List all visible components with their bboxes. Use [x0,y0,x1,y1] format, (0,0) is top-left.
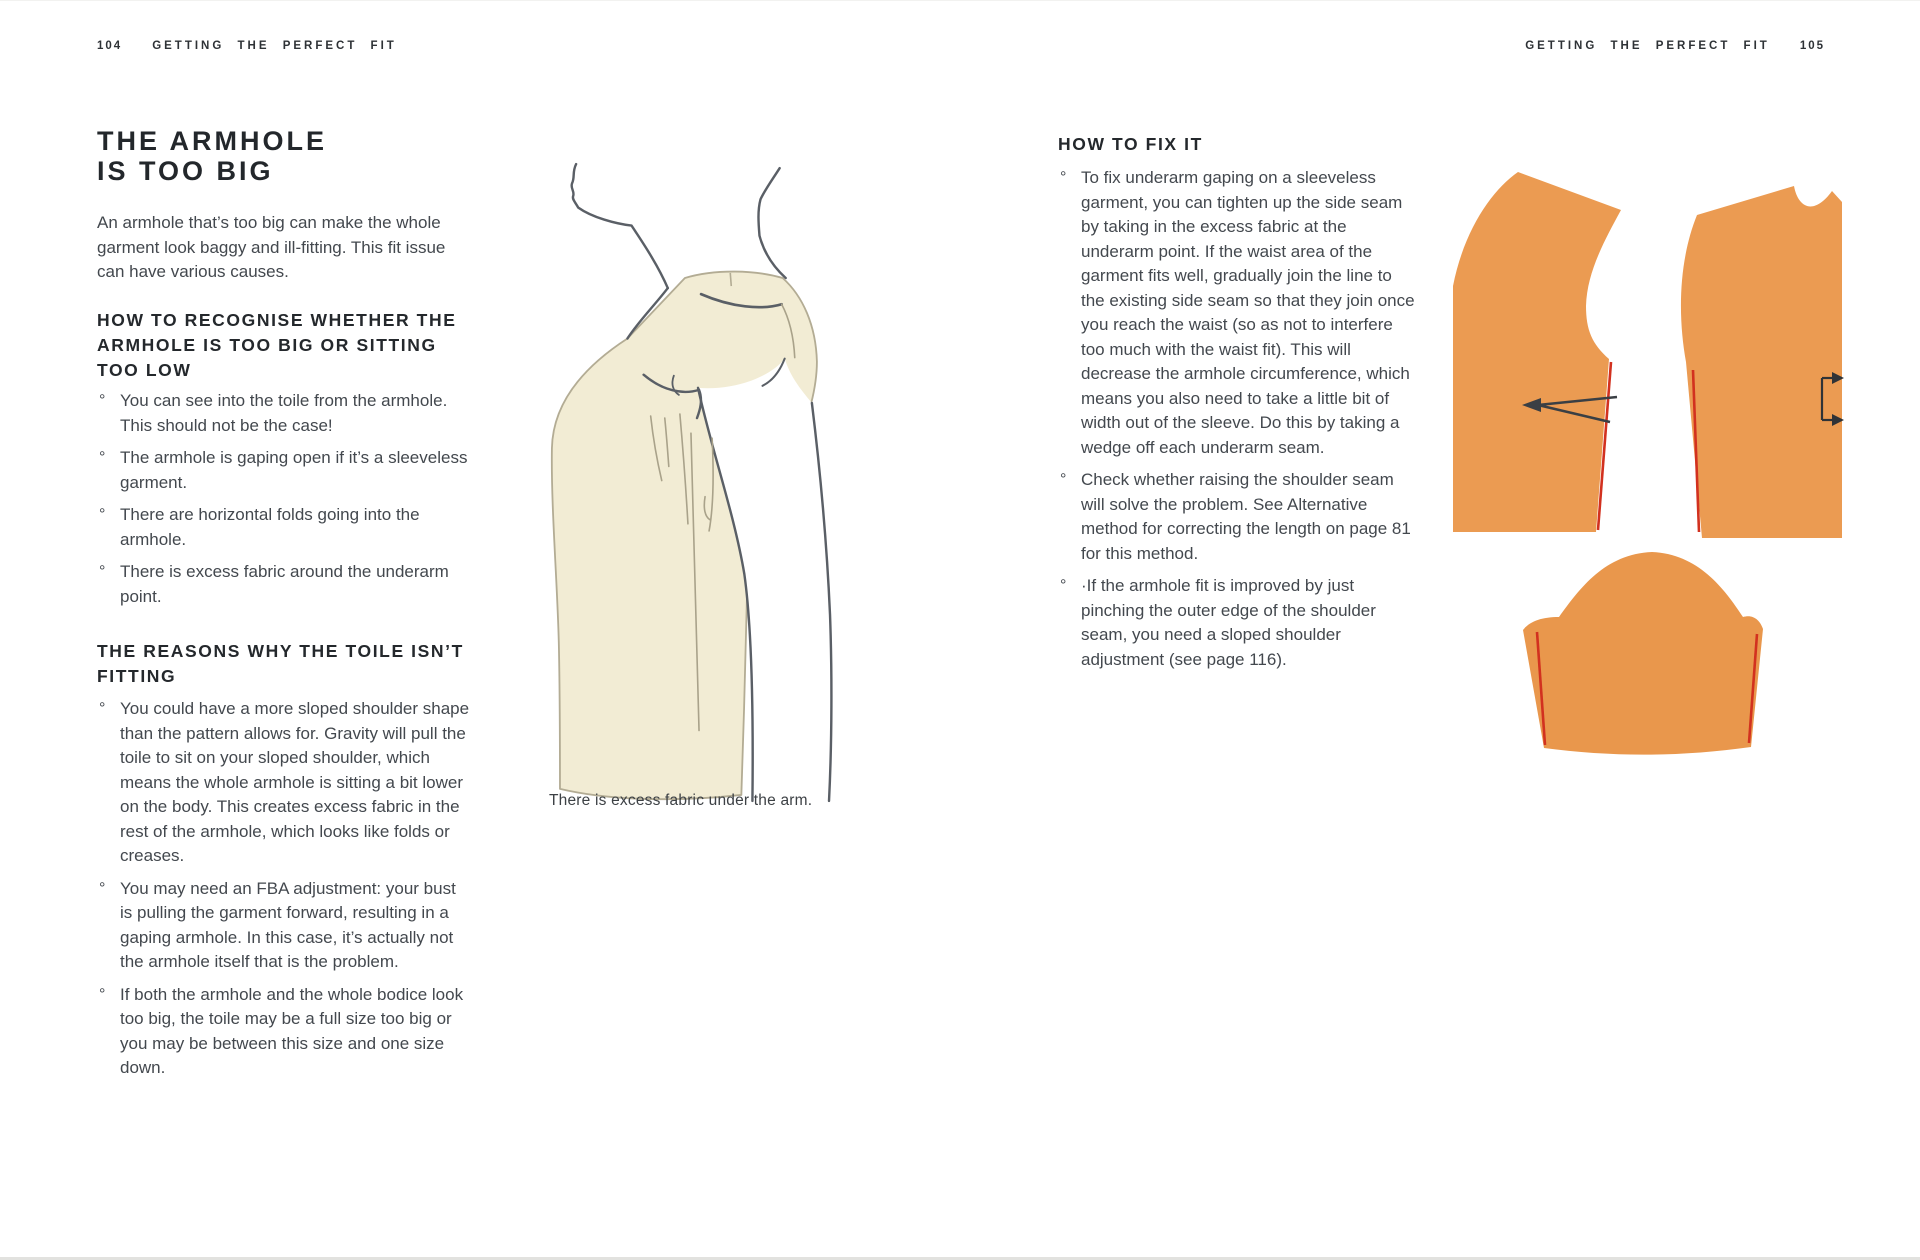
running-head-right [1525,40,1825,52]
page-number-left: 104 [97,40,123,52]
list-item: ° Check whether raising the shoulder seam will solve the problem. See Alternative method for correcting the length on page 81 for this method. [1060,470,1411,563]
bullet-marker: ° [99,563,106,580]
toile-figure-illustration [528,146,864,806]
running-head-left [97,40,397,52]
list-item: ° There is excess fabric around the underarm point. [99,562,449,606]
list-item: ° The armhole is gaping open if it’s a sleeveless garment. [99,448,468,492]
fix-section-heading: HOW TO FIX IT [1058,134,1203,154]
bullet-marker: ° [99,506,106,523]
bullet-marker: ° [99,700,106,717]
recognise-bullet-list [97,389,471,617]
bullet-marker: ° [99,392,106,409]
page-title [97,126,471,186]
bullet-marker: ° [99,449,106,466]
list-item: ° ·If the armhole fit is improved by just pinching the outer edge of the shoulder seam, you need a sloped shoulder adjustment (see page 116). [1060,576,1376,669]
reasons-bullet-list [97,697,471,1089]
bullet-marker: ° [99,879,106,897]
page-number-right: 105 [1799,40,1825,52]
list-item: ° To fix underarm gaping on a sleeveless garment, you can tighten up the side seam by taking in the excess fabric at the underarm point. If the waist area of the garment fits well, gradually join the line to the existing side seam so that they join once you reach the waist (so as not to interfere too much with the waist fit). This will decrease the armhole circumference, which means you also need to take a little bit of width out of the sleeve. Do this by taking a wedge off each underarm seam. [1060,168,1415,457]
sleeve-piece [1523,552,1763,755]
pattern-diagram [1440,158,1910,788]
list-item: ° If both the armhole and the whole bodice look too big, the toile may be a full size too big or you may be between this size and one size down. [99,984,464,1077]
back-bodice-piece [1453,172,1621,532]
bullet-marker: ° [1060,577,1067,594]
figure-caption: There is excess fabric under the arm. [549,792,813,809]
intro-paragraph: An armhole that’s too big can make the whole garment look baggy and ill-fitting. This fit issue can have various causes. [97,213,446,281]
page-title-line1: THE ARMHOLE [97,126,327,156]
bullet-marker: ° [99,985,106,1003]
front-bodice-piece [1681,186,1844,538]
list-item: ° You can see into the toile from the armhole. This should not be the case! [99,391,448,435]
running-head-left-title: GETTING THE PERFECT FIT [152,40,397,52]
reasons-section-heading: THE REASONS WHY THE TOILE ISN’T FITTING [97,641,464,686]
bullet-marker: ° [1060,471,1067,488]
list-item: ° There are horizontal folds going into the armhole. [99,505,420,549]
bullet-marker: ° [1060,169,1067,186]
list-item: ° You may need an FBA adjustment: your bust is pulling the garment forward, resulting in a gaping armhole. In this case, it’s actually not the armhole itself that is the problem. [99,878,456,971]
running-head-right-title: GETTING THE PERFECT FIT [1525,40,1770,52]
list-item: ° You could have a more sloped shoulder shape than the pattern allows for. Gravity will pull the toile to sit on your sloped shoulder, which means the whole armhole is sitting a bit lower on the body. This creates excess fabric in the rest of the armhole, which looks like folds or creases. [99,699,470,865]
recognise-section-heading: HOW TO RECOGNISE WHETHER THE ARMHOLE IS TOO BIG OR SITTING TOO LOW [97,310,457,380]
fix-bullet-list [1058,166,1418,680]
page-title-line2: IS TOO BIG [97,156,274,186]
